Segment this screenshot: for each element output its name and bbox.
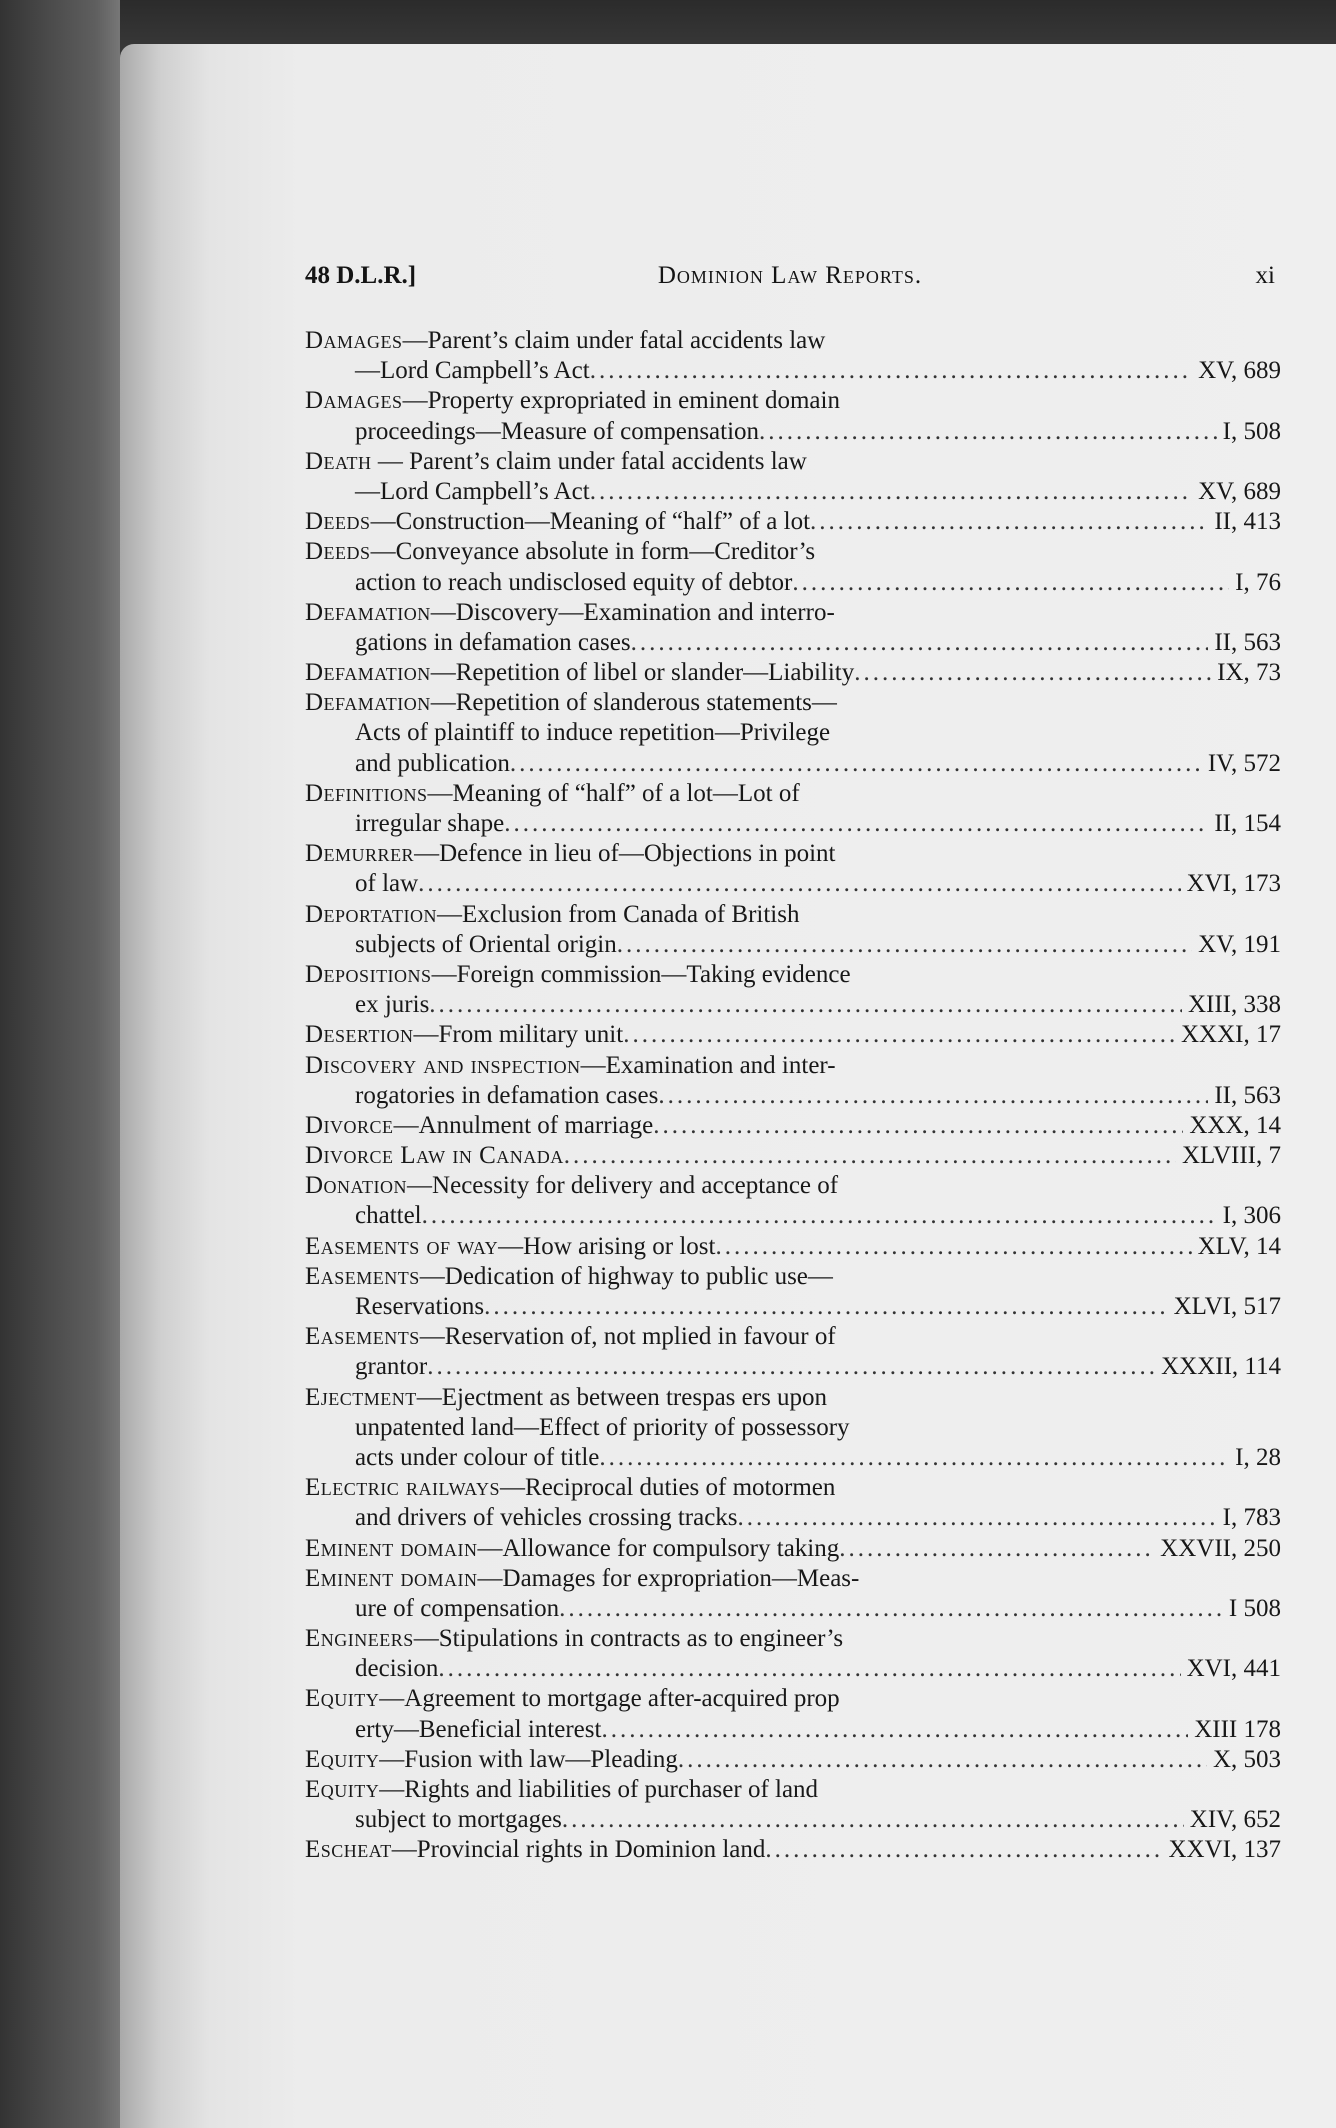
entry-line — [305, 386, 1281, 416]
entry-text: —Necessity for delivery and acceptance of — [407, 1172, 839, 1200]
volume-page-reference: XLVI, 517 — [1173, 1293, 1281, 1320]
dot-leader — [617, 930, 1192, 960]
entry-line — [305, 1051, 1281, 1081]
entry-line — [305, 1292, 1281, 1322]
entry-line — [305, 1201, 1281, 1231]
entry-keyword: Defamation — [305, 689, 431, 717]
entry-keyword: Definitions — [305, 779, 428, 807]
entry-keyword: Eminent domain — [305, 1564, 478, 1592]
index-entry — [305, 1262, 1281, 1322]
index-entry — [305, 1745, 1281, 1775]
dot-leader — [810, 507, 1208, 537]
entry-text: — Parent’s claim under fatal accidents law — [371, 447, 807, 475]
entry-line — [305, 1473, 1281, 1503]
entry-line — [305, 537, 1281, 567]
index-entry — [305, 839, 1281, 899]
entry-line — [305, 447, 1281, 477]
entry-text: —Rights and liabilities of purchaser of land — [379, 1776, 819, 1803]
entry-text: Acts of plaintiff to induce repetition—Privilege — [355, 719, 831, 747]
volume-page-reference: XVI, 173 — [1186, 870, 1281, 898]
index-entry — [305, 900, 1281, 960]
volume-page-reference: XIII 178 — [1194, 1715, 1281, 1743]
entry-line — [305, 1534, 1281, 1564]
volume-page-reference: X, 503 — [1212, 1745, 1281, 1773]
volume-page-reference: XV, 191 — [1198, 930, 1281, 958]
volume-label: 48 D.L.R.] — [305, 262, 417, 289]
entry-keyword: Deportation — [305, 900, 438, 928]
entry-text: of law — [355, 870, 419, 898]
dot-leader — [839, 1534, 1154, 1564]
index-entry — [305, 1383, 1281, 1474]
entry-line — [305, 1805, 1281, 1835]
entry-text: —Lord Campbell’s Act — [355, 477, 590, 505]
volume-page-reference: XLV, 14 — [1197, 1232, 1281, 1260]
entry-line — [305, 990, 1281, 1020]
entry-line — [305, 417, 1281, 447]
volume-page-reference: XIV, 652 — [1189, 1806, 1281, 1834]
entry-line — [305, 1171, 1281, 1201]
entry-text: and publication — [355, 749, 510, 777]
entry-text: and drivers of vehicles crossing tracks — [355, 1504, 738, 1532]
entry-line — [305, 1383, 1281, 1413]
volume-page-reference: II, 563 — [1214, 1081, 1281, 1109]
dot-leader — [599, 1443, 1229, 1473]
dot-leader — [510, 749, 1202, 779]
index-entry-list — [305, 326, 1281, 1866]
index-entry — [305, 1684, 1281, 1744]
publication-title: Dominion Law Reports. — [657, 262, 923, 289]
entry-text: proceedings—Measure of compensation — [355, 417, 760, 445]
entry-text: erty—Beneficial interest — [355, 1715, 602, 1743]
entry-keyword: Deeds — [305, 538, 371, 566]
entry-keyword: Damages — [305, 327, 403, 354]
entry-keyword: Equity — [305, 1745, 380, 1773]
volume-page-reference: XXX, 14 — [1189, 1111, 1281, 1139]
index-entry — [305, 1624, 1281, 1684]
entry-line — [305, 1322, 1281, 1352]
entry-keyword: Easements of way — [305, 1232, 499, 1260]
dot-leader — [623, 1020, 1175, 1050]
entry-text: rogatories in defamation cases — [355, 1081, 659, 1109]
index-entry — [305, 1534, 1281, 1564]
entry-line — [305, 839, 1281, 869]
entry-keyword: Depositions — [305, 960, 432, 988]
dot-leader — [559, 1594, 1223, 1624]
entry-line — [305, 1564, 1281, 1594]
entry-line — [305, 1715, 1281, 1745]
entry-keyword: Defamation — [305, 598, 431, 626]
entry-text: decision — [355, 1655, 439, 1683]
entry-keyword: Donation — [305, 1172, 408, 1200]
entry-keyword: Easements — [305, 1262, 420, 1290]
entry-text: irregular shape — [355, 810, 505, 837]
entry-text: —Property expropriated in eminent domain — [402, 387, 840, 415]
entry-line — [305, 1745, 1281, 1775]
index-entry — [305, 688, 1281, 779]
entry-text: —Foreign commission—Taking evidence — [431, 960, 851, 988]
volume-page-reference: I, 783 — [1222, 1504, 1281, 1532]
entry-keyword: Divorce — [305, 1111, 394, 1139]
volume-page-reference: XV, 689 — [1198, 357, 1281, 385]
dot-leader — [590, 356, 1192, 386]
volume-page-reference: II, 563 — [1214, 628, 1281, 656]
dot-leader — [504, 809, 1208, 839]
entry-text: chattel — [355, 1202, 422, 1230]
entry-text: —Conveyance absolute in form—Creditor’s — [370, 538, 816, 566]
entry-line — [305, 930, 1281, 960]
volume-page-reference: IX, 73 — [1217, 659, 1281, 687]
entry-line — [305, 628, 1281, 658]
entry-text: —Stipulations in contracts as to engineer’s — [413, 1625, 844, 1653]
volume-page-reference: XVI, 441 — [1186, 1655, 1281, 1683]
entry-line — [305, 598, 1281, 628]
volume-page-reference: XV, 689 — [1198, 477, 1281, 505]
entry-line — [305, 1503, 1281, 1533]
entry-text: gations in defamation cases — [355, 628, 631, 656]
entry-line — [305, 960, 1281, 990]
entry-keyword: Discovery and inspection — [305, 1051, 581, 1079]
entry-line — [305, 658, 1281, 688]
entry-text: —Parent’s claim under fatal accidents law — [402, 327, 826, 354]
index-entry — [305, 960, 1281, 1020]
index-entry — [305, 779, 1281, 839]
entry-keyword: Equity — [305, 1685, 380, 1713]
volume-page-reference: XXXI, 17 — [1181, 1021, 1281, 1049]
entry-text: —Examination and inter- — [580, 1051, 836, 1079]
volume-page-reference: XXXII, 114 — [1161, 1353, 1281, 1381]
dot-leader — [759, 417, 1217, 447]
book-spine-shadow — [0, 0, 120, 2128]
entry-line — [305, 477, 1281, 507]
entry-keyword: Divorce Law in Canada — [305, 1142, 564, 1170]
index-entry — [305, 658, 1281, 688]
entry-text: —Damages for expropriation—Meas- — [477, 1564, 860, 1592]
dot-leader — [564, 1141, 1176, 1171]
dot-leader — [427, 1352, 1155, 1382]
entry-text: —Reservation of, not mplied in favour of — [419, 1323, 836, 1351]
entry-text: subject to mortgages — [355, 1806, 562, 1834]
index-entry — [305, 1051, 1281, 1111]
dot-leader — [422, 1201, 1217, 1231]
entry-line — [305, 1413, 1281, 1443]
entry-line — [305, 688, 1281, 718]
entry-line — [305, 749, 1281, 779]
entry-text: —Provincial rights in Dominion land — [391, 1836, 766, 1864]
dot-leader — [429, 990, 1182, 1020]
entry-text: subjects of Oriental origin — [355, 930, 617, 958]
index-entry — [305, 1020, 1281, 1050]
index-entry — [305, 386, 1281, 446]
entry-text: —Allowance for compulsory taking — [477, 1534, 840, 1562]
volume-page-reference: I, 76 — [1235, 568, 1281, 596]
index-entry — [305, 1322, 1281, 1382]
dot-leader — [418, 869, 1180, 899]
entry-keyword: Ejectment — [305, 1383, 417, 1411]
volume-page-reference: I 508 — [1228, 1594, 1281, 1622]
entry-keyword: Demurrer — [305, 840, 415, 868]
dot-leader — [631, 628, 1209, 658]
entry-text: —Repetition of slanderous statements— — [430, 689, 837, 717]
entry-line — [305, 1352, 1281, 1382]
index-entry — [305, 1775, 1281, 1835]
entry-text: —Lord Campbell’s Act — [355, 357, 590, 385]
entry-text: —Repetition of libel or slander—Liability — [430, 659, 855, 687]
index-entry — [305, 537, 1281, 597]
entry-text: —Agreement to mortgage after-acquired prop — [379, 1685, 840, 1713]
dot-leader — [484, 1292, 1167, 1322]
dot-leader — [765, 1835, 1162, 1865]
entry-line — [305, 1624, 1281, 1654]
dot-leader — [716, 1232, 1192, 1262]
volume-page-reference: XXVII, 250 — [1160, 1534, 1281, 1562]
entry-text: —Annulment of marriage — [393, 1111, 654, 1139]
entry-keyword: Defamation — [305, 659, 431, 687]
index-entry — [305, 326, 1281, 386]
entry-line — [305, 900, 1281, 930]
entry-line — [305, 507, 1281, 537]
entry-text: —Dedication of highway to public use— — [419, 1262, 833, 1290]
entry-text: ure of compensation — [355, 1594, 560, 1622]
entry-line — [305, 1775, 1281, 1805]
volume-page-reference: XIII, 338 — [1187, 991, 1281, 1019]
entry-line — [305, 1232, 1281, 1262]
entry-keyword: Damages — [305, 387, 403, 415]
dot-leader — [653, 1111, 1183, 1141]
entry-line — [305, 568, 1281, 598]
index-entry — [305, 598, 1281, 658]
entry-text: —Ejectment as between trespas ers upon — [416, 1383, 828, 1411]
entry-keyword: Equity — [305, 1776, 380, 1803]
entry-keyword: Desertion — [305, 1021, 414, 1049]
entry-text: —Fusion with law—Pleading — [379, 1745, 678, 1773]
volume-page-reference: II, 154 — [1214, 810, 1281, 837]
entry-text: grantor — [355, 1353, 428, 1381]
entry-keyword: Easements — [305, 1323, 420, 1351]
index-entry — [305, 507, 1281, 537]
dot-leader — [738, 1503, 1217, 1533]
entry-keyword: Escheat — [305, 1836, 392, 1864]
entry-line — [305, 356, 1281, 386]
volume-page-reference: I, 306 — [1222, 1202, 1281, 1230]
entry-text: —How arising or lost — [498, 1232, 716, 1260]
index-entry — [305, 1111, 1281, 1141]
volume-page-reference: XLVIII, 7 — [1181, 1142, 1281, 1170]
volume-page-reference: II, 413 — [1214, 508, 1281, 536]
entry-text: —From military unit — [413, 1021, 624, 1049]
volume-page-reference: XXVI, 137 — [1168, 1836, 1281, 1864]
entry-line — [305, 326, 1281, 356]
index-entry — [305, 1141, 1281, 1171]
entry-text: —Construction—Meaning of “half” of a lot — [370, 508, 811, 536]
entry-text: unpatented land—Effect of priority of possessory — [355, 1413, 850, 1441]
entry-line — [305, 718, 1281, 748]
index-entry — [305, 447, 1281, 507]
entry-line — [305, 1654, 1281, 1684]
entry-line — [305, 779, 1281, 809]
volume-page-reference: I, 508 — [1222, 417, 1281, 445]
entry-text: —Meaning of “half” of a lot—Lot of — [427, 779, 800, 807]
dot-leader — [601, 1715, 1188, 1745]
entry-line — [305, 1081, 1281, 1111]
entry-keyword: Electric railways — [305, 1474, 501, 1502]
index-entry — [305, 1564, 1281, 1624]
index-entry — [305, 1835, 1281, 1865]
page-number: xi — [1255, 262, 1275, 289]
entry-line — [305, 869, 1281, 899]
entry-line — [305, 1262, 1281, 1292]
running-header — [305, 262, 1275, 302]
dot-leader — [562, 1805, 1184, 1835]
entry-text: —Exclusion from Canada of British — [437, 900, 800, 928]
index-entry — [305, 1232, 1281, 1262]
index-entry — [305, 1171, 1281, 1231]
entry-keyword: Deeds — [305, 508, 371, 536]
dot-leader — [438, 1654, 1180, 1684]
entry-keyword: Death — [305, 447, 372, 475]
dot-leader — [658, 1081, 1208, 1111]
entry-line — [305, 1443, 1281, 1473]
dot-leader — [678, 1745, 1207, 1775]
entry-line — [305, 1141, 1281, 1171]
book-page — [120, 44, 1336, 2128]
entry-line — [305, 1594, 1281, 1624]
entry-keyword: Engineers — [305, 1625, 414, 1653]
entry-text: —Discovery—Examination and interro- — [430, 598, 835, 626]
entry-line — [305, 1684, 1281, 1714]
entry-line — [305, 1020, 1281, 1050]
dot-leader — [590, 477, 1192, 507]
entry-text: action to reach undisclosed equity of debtor — [355, 568, 793, 596]
entry-text: Reservations — [355, 1293, 485, 1320]
volume-page-reference: I, 28 — [1235, 1443, 1281, 1471]
entry-text: —Defence in lieu of—Objections in point — [414, 840, 836, 868]
entry-text: ex juris — [355, 991, 430, 1019]
entry-line — [305, 1835, 1281, 1865]
volume-page-reference: IV, 572 — [1207, 749, 1281, 777]
entry-text: acts under colour of title — [355, 1443, 600, 1471]
index-entry — [305, 1473, 1281, 1533]
entry-line — [305, 1111, 1281, 1141]
dot-leader — [854, 658, 1211, 688]
entry-line — [305, 809, 1281, 839]
entry-text: —Reciprocal duties of motormen — [500, 1474, 836, 1502]
dot-leader — [792, 568, 1229, 598]
entry-keyword: Eminent domain — [305, 1534, 478, 1562]
